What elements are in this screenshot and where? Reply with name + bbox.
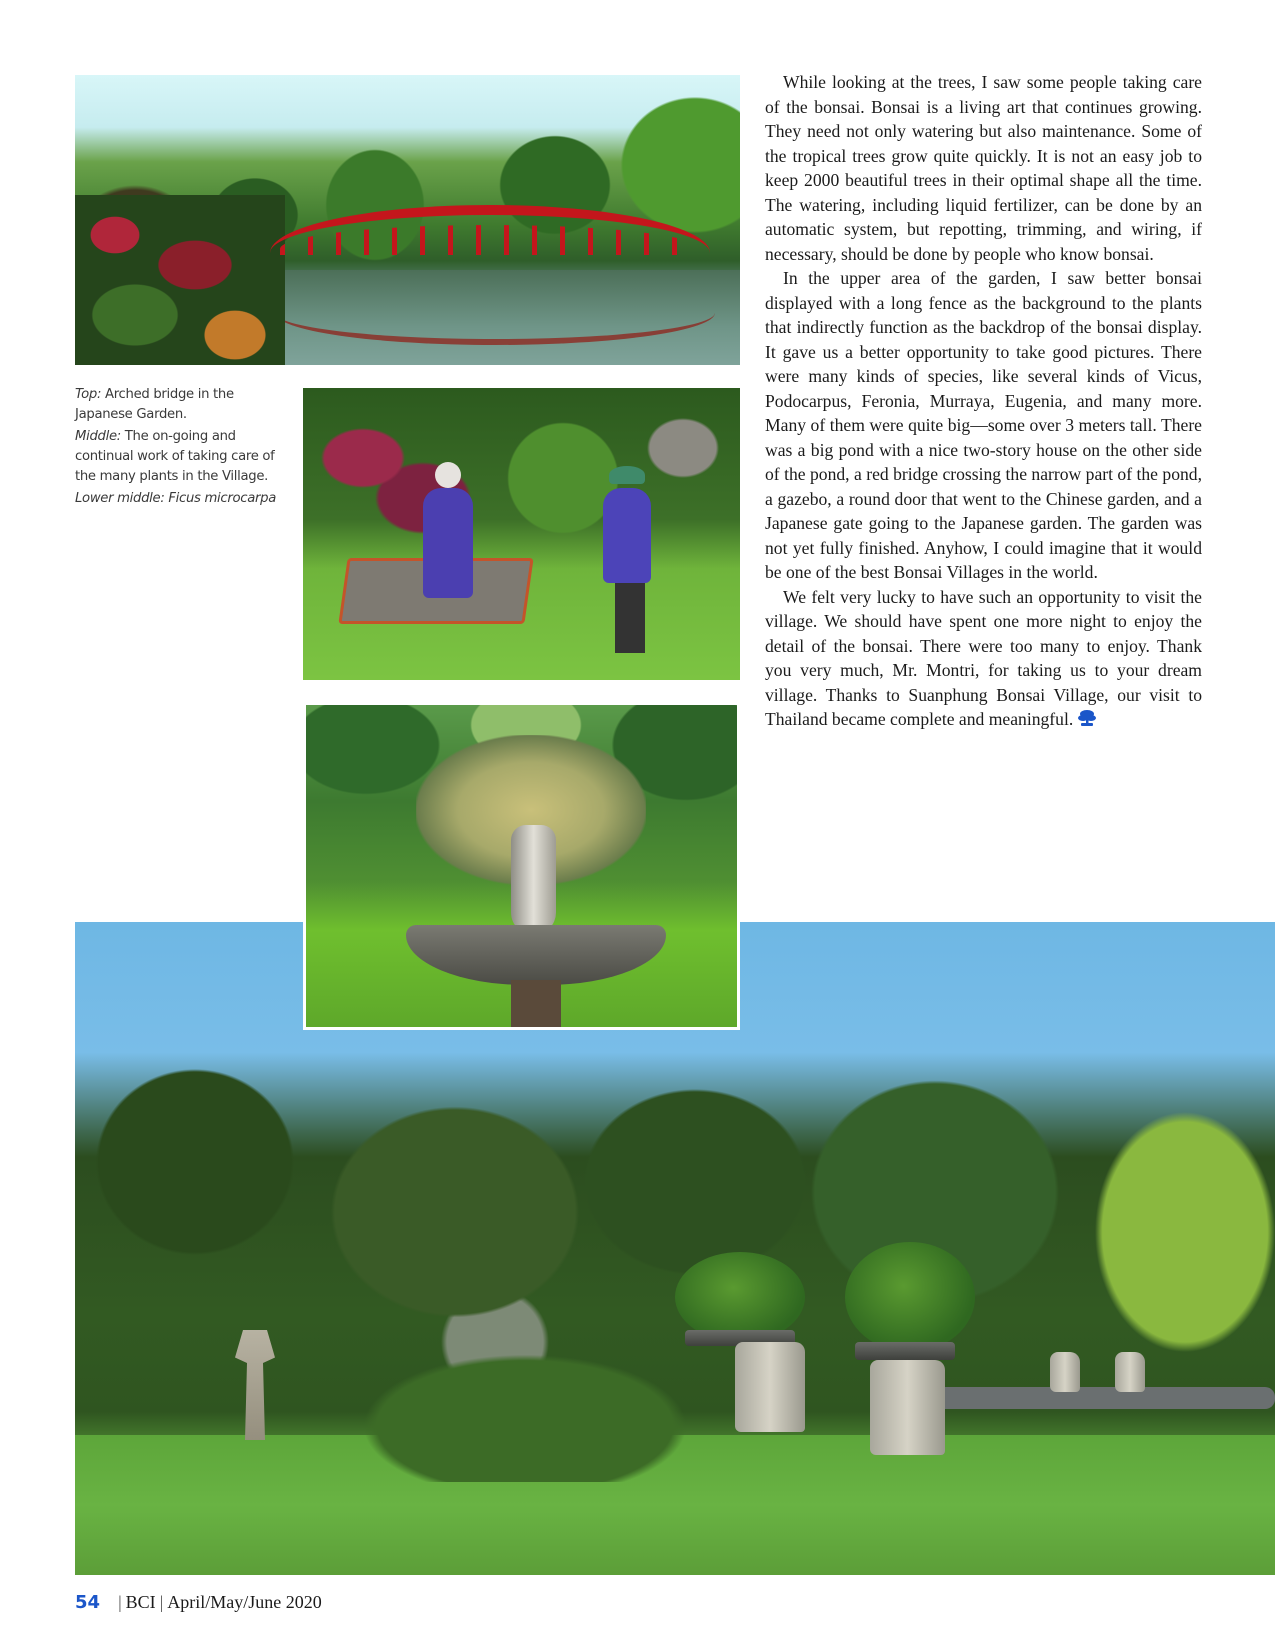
caption-label: Lower middle: Ficus microcarpa — [75, 491, 276, 506]
photo-stone-pedestal — [1115, 1352, 1145, 1392]
page-number: 54 — [75, 1592, 101, 1613]
photo-ficus-trunk — [511, 825, 556, 935]
photo-worker-2 — [603, 488, 651, 583]
caption-label: Top: — [75, 387, 102, 402]
photo-workers — [303, 388, 740, 680]
caption-middle — [75, 427, 280, 487]
photo-ficus-microcarpa — [303, 702, 740, 1030]
publication-name: BCI — [125, 1592, 156, 1612]
caption-top — [75, 385, 280, 425]
photo-path — [935, 1387, 1275, 1409]
page-footer — [75, 1592, 322, 1613]
article-paragraph-last — [765, 585, 1202, 732]
bonsai-tree-icon — [1077, 709, 1097, 727]
photo-stone-pedestal — [735, 1342, 805, 1432]
caption-text: The on-going and continual work of taking care of the many plants in the Village. — [75, 429, 275, 484]
photo-worker-1 — [423, 488, 473, 598]
article-paragraph: In the upper area of the garden, I saw better bonsai displayed with a long fence as the background to the plants that indirectly function as the backdrop of the bonsai display. It gave us a better opportunity to take good pictures. There were many kinds of species, like several kinds of Vicus, Podocarpus, Feronia, Murraya, Eugenia, and many more. Many of them were quite big—some over 3 meters tall. There was a big pond with a nice two-story house on the other side of the pond, a red bridge crossing the narrow part of the pond, a gazebo, a round door that went to the Chinese garden, and a Japanese gate going to the Japanese garden. The garden was not yet fully finished. Anyhow, I could imagine that it would be one of the best Bonsai Villages in the world. — [765, 268, 1202, 582]
issue-date: April/May/June 2020 — [167, 1592, 322, 1612]
photo-bonsai-tray — [855, 1342, 955, 1360]
footer-divider: | — [159, 1592, 164, 1612]
photo-ficus-stand — [511, 980, 561, 1030]
caption-lower-middle — [75, 489, 280, 509]
photo-foliage — [75, 195, 285, 365]
caption-label: Middle: — [75, 429, 121, 444]
caption-text: Arched bridge in the Japanese Garden. — [75, 387, 234, 422]
photo-bonsai — [845, 1242, 975, 1352]
article-paragraph: While looking at the trees, I saw some people taking care of the bonsai. Bonsai is a living art that continues growing. They need not only watering but also maintenance. Some of the tropical trees grow quite quickly. It is not an easy job to keep 2000 beautiful trees in their optimal shape all the time. The watering, including liquid fertilizer, can be done by an automatic system, but repotting, trimming, and wiring, if necessary, should be done by people who know bonsai. — [765, 72, 1202, 264]
photo-captions — [75, 385, 280, 511]
photo-stone-pedestal — [870, 1360, 945, 1455]
photo-shrub — [335, 1342, 715, 1482]
photo-bonsai — [675, 1252, 805, 1342]
photo-worker-legs — [615, 583, 645, 653]
footer-divider: | — [118, 1592, 122, 1612]
photo-arched-bridge — [75, 75, 740, 365]
article-body — [765, 70, 1202, 732]
article-paragraph-text: We felt very lucky to have such an opportunity to visit the village. We should have spent one more night to enjoy the detail of the bonsai. There were too many to enjoy. Thank you very much, Mr. Montri, for taking us to your dream village. Thanks to Suanphung Bonsai Village, our visit to Thailand became complete and meaningful. — [765, 586, 1202, 729]
photo-shrubs — [303, 388, 740, 680]
photo-stone-pedestal — [1050, 1352, 1080, 1392]
